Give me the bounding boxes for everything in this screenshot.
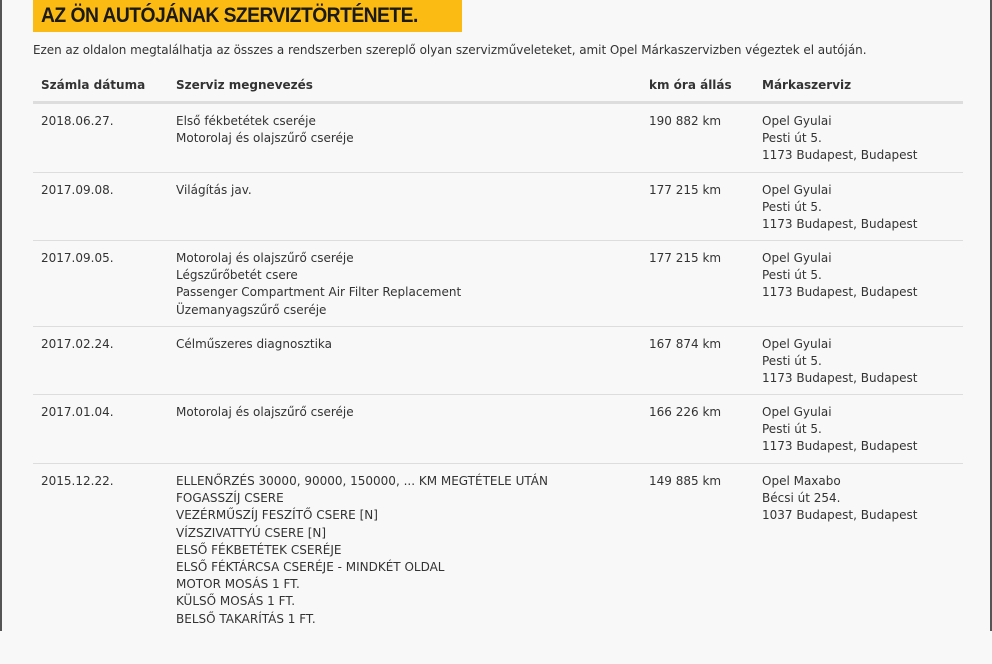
service-item: Célműszeres diagnosztika [176,337,332,351]
dealer-line: Opel Gyulai [762,337,832,351]
cell-service [176,473,548,628]
title-banner [33,0,462,32]
cell-dealer [762,182,918,234]
header-service: Szerviz megnevezés [176,78,313,92]
service-item: FOGASSZÍJ CSERE [176,491,284,506]
dealer-line: Pesti út 5. [762,131,822,146]
cell-dealer [762,113,918,165]
cell-service [176,404,354,421]
service-item: MOTOR MOSÁS 1 FT. [176,577,300,592]
table-row [33,395,963,464]
dealer-line: Opel Gyulai [762,405,832,419]
service-item: Világítás jav. [176,183,252,197]
intro-text: Ezen az oldalon megtalálhatja az összes a rendszerben szereplő olyan szervizműveleteket, amit Opel Márkaszervizben végeztek el autóján. [33,43,867,57]
service-item: KÜLSŐ MOSÁS 1 FT. [176,594,296,609]
service-item: Motorolaj és olajszűrő cseréje [176,405,354,419]
table-row [33,104,963,173]
cell-date: 2017.09.08. [41,183,114,197]
page-title: AZ ÖN AUTÓJÁNAK SZERVIZTÖRTÉNETE. [41,4,418,27]
dealer-line: 1173 Budapest, Budapest [762,371,918,386]
dealer-line: Pesti út 5. [762,200,822,215]
cell-date: 2017.02.24. [41,337,114,351]
cell-dealer [762,473,918,525]
cell-date: 2017.09.05. [41,251,114,265]
service-item: VEZÉRMŰSZÍJ FESZÍTŐ CSERE [N] [176,508,378,523]
dealer-line: Pesti út 5. [762,354,822,369]
dealer-line: Pesti út 5. [762,422,822,437]
service-item: Légszűrőbetét csere [176,268,298,283]
header-dealer: Márkaszerviz [762,78,852,92]
service-item: ELSŐ FÉKBETÉTEK CSERÉJE [176,542,342,557]
dealer-line: Pesti út 5. [762,268,822,283]
cell-dealer [762,336,918,388]
cell-service [176,336,332,353]
cell-dealer [762,250,918,302]
cell-date: 2018.06.27. [41,114,114,128]
cell-km: 167 874 km [649,337,722,351]
service-item: ELSŐ FÉKTÁRCSA CSERÉJE - MINDKÉT OLDAL [176,560,445,575]
dealer-line: 1173 Budapest, Budapest [762,217,918,232]
dealer-line: 1173 Budapest, Budapest [762,285,918,300]
dealer-line: Opel Gyulai [762,251,832,265]
cell-service [176,182,252,199]
service-item: Passenger Compartment Air Filter Replacement [176,285,462,300]
service-item: ELLENŐRZÉS 30000, 90000, 150000, ... KM MEGTÉTELE UTÁN [176,474,548,488]
table-row [33,464,963,664]
table-row [33,241,963,327]
cell-service [176,113,354,147]
service-item: Üzemanyagszűrő cseréje [176,302,327,317]
table-body [33,104,963,664]
dealer-line: Opel Gyulai [762,183,832,197]
cell-service [176,250,461,319]
service-item: Első fékbetétek cseréje [176,114,316,128]
service-item: VÍZSZIVATTYÚ CSERE [N] [176,525,327,540]
dealer-line: Opel Gyulai [762,114,832,128]
table-row [33,327,963,395]
table-header [33,68,963,104]
cell-date: 2015.12.22. [41,474,114,488]
cell-dealer [762,404,918,456]
service-item: Motorolaj és olajszűrő cseréje [176,131,354,146]
cell-km: 190 882 km [649,114,722,128]
service-item: BELSŐ TAKARÍTÁS 1 FT. [176,611,316,626]
dealer-line: Bécsi út 254. [762,491,841,506]
dealer-line: 1173 Budapest, Budapest [762,148,918,163]
dealer-line: 1037 Budapest, Budapest [762,508,918,523]
table-row [33,173,963,241]
dealer-line: Opel Maxabo [762,474,841,488]
service-history-table [33,68,963,664]
header-km: km óra állás [649,78,732,92]
cell-km: 177 215 km [649,251,722,265]
cell-date: 2017.01.04. [41,405,114,419]
cell-km: 177 215 km [649,183,722,197]
dealer-line: 1173 Budapest, Budapest [762,439,918,454]
header-date: Számla dátuma [41,78,146,92]
cell-km: 166 226 km [649,405,722,419]
cell-km: 149 885 km [649,474,722,488]
service-item: Motorolaj és olajszűrő cseréje [176,251,354,265]
